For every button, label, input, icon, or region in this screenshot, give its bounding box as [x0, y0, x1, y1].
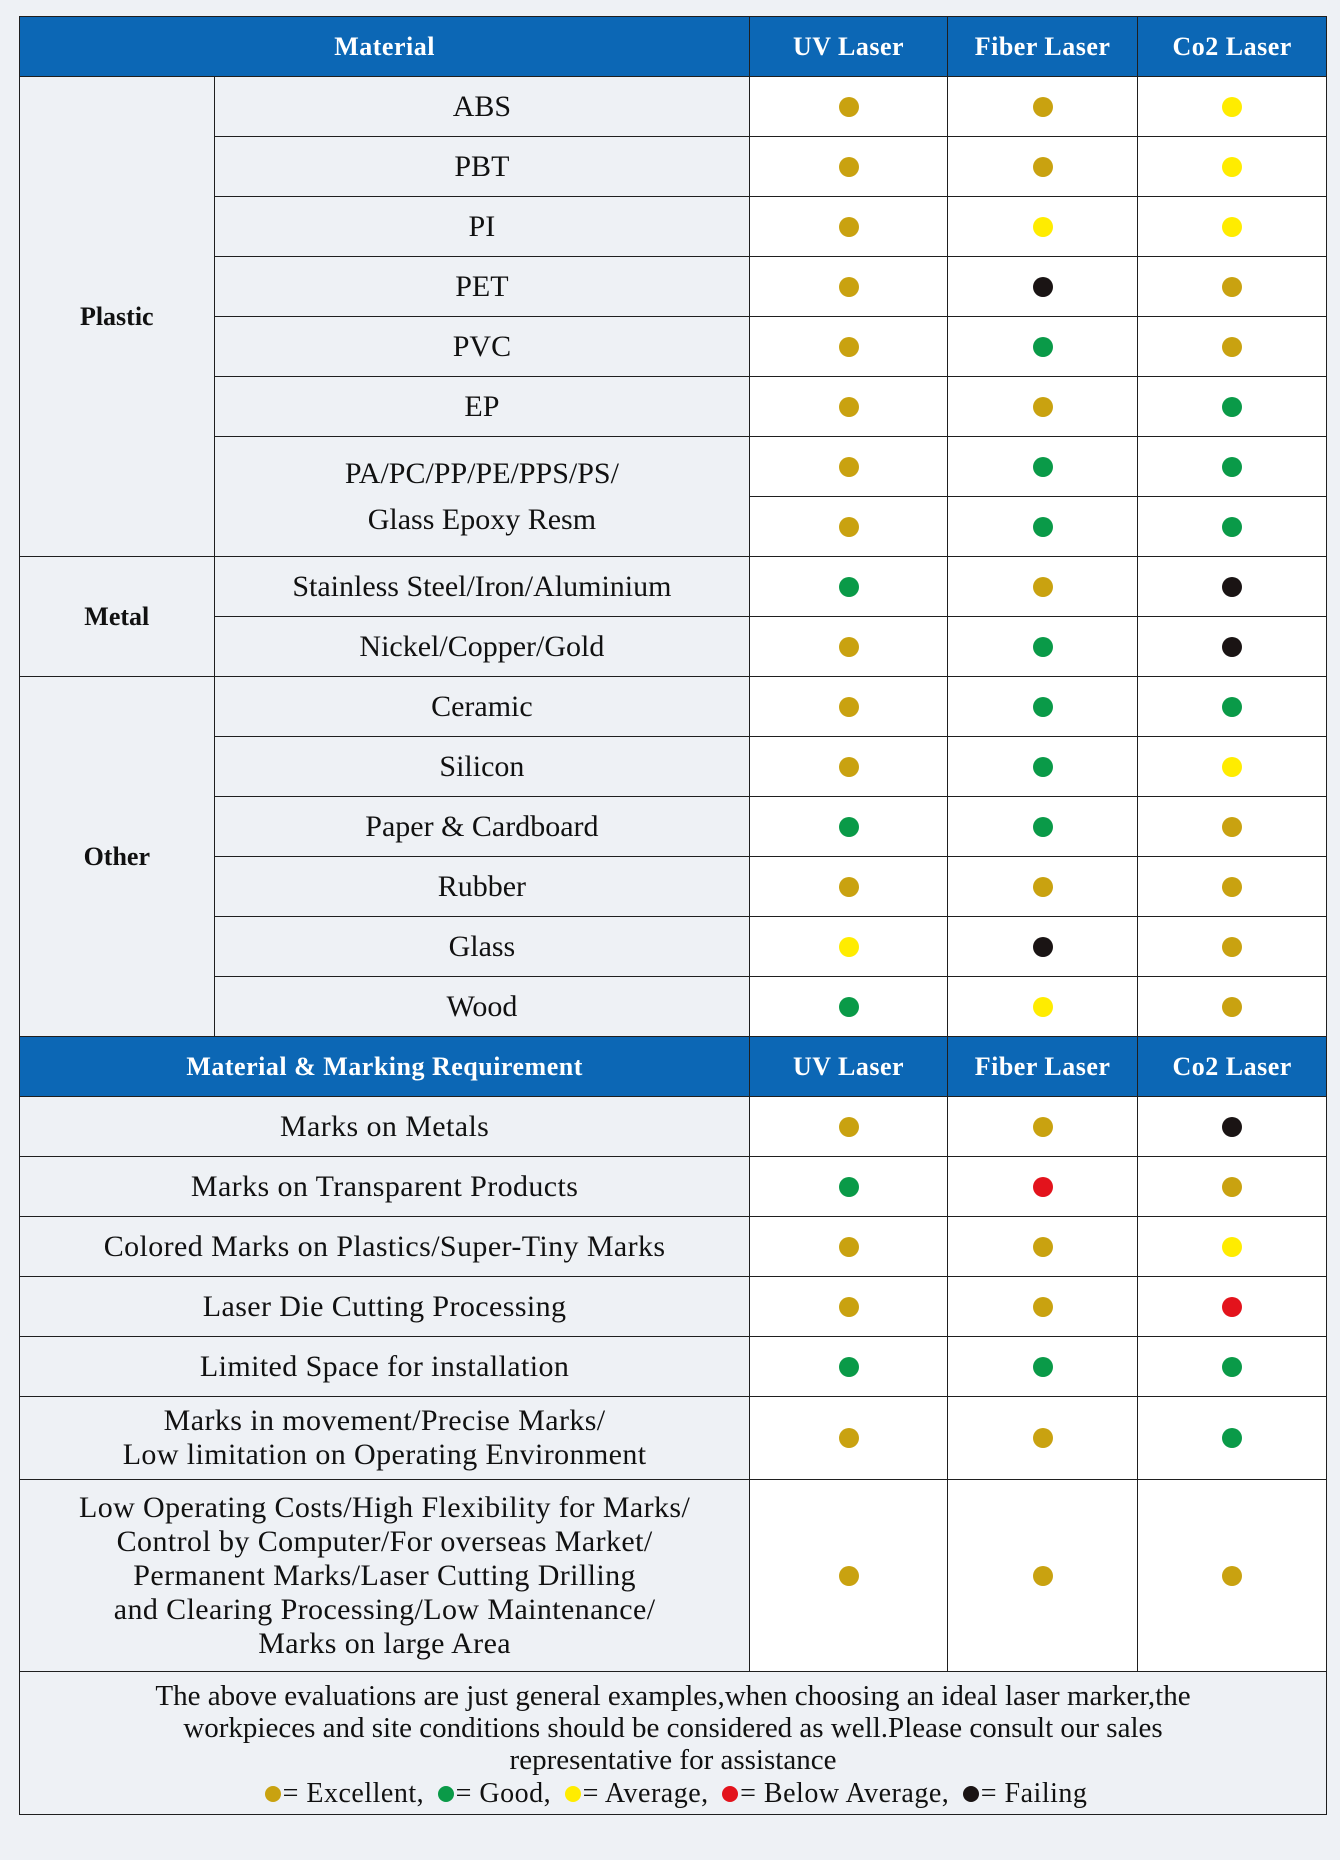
excellent-dot-icon — [1033, 1237, 1053, 1257]
excellent-dot-icon — [1222, 877, 1242, 897]
failing-dot-icon — [963, 1786, 979, 1802]
co2-rating-cell — [1138, 497, 1327, 557]
fiber-rating-cell — [947, 557, 1138, 617]
fiber-rating-cell — [947, 797, 1138, 857]
excellent-dot-icon — [839, 1566, 859, 1586]
excellent-dot-icon — [839, 1117, 859, 1137]
uv-rating-cell — [750, 77, 948, 137]
material-name: Stainless Steel/Iron/Aluminium — [214, 557, 750, 617]
note-line-3: representative for assistance — [509, 1744, 837, 1776]
legend-average: = Average, — [582, 1778, 709, 1809]
co2-rating-cell — [1138, 437, 1327, 497]
requirement-text — [20, 1217, 750, 1277]
co2-rating-cell — [1138, 1480, 1327, 1672]
good-dot-icon — [1222, 1428, 1242, 1448]
uv-rating-cell — [750, 257, 948, 317]
requirement-line: Marks in movement/Precise Marks/ — [163, 1404, 606, 1437]
good-dot-icon — [839, 577, 859, 597]
fiber-rating-cell — [947, 1277, 1138, 1337]
good-dot-icon — [1033, 1357, 1053, 1377]
excellent-dot-icon — [1222, 817, 1242, 837]
co2-rating-cell — [1138, 317, 1327, 377]
fiber-rating-cell — [947, 497, 1138, 557]
material-name: PVC — [214, 317, 750, 377]
average-dot-icon — [1222, 97, 1242, 117]
good-dot-icon — [839, 1357, 859, 1377]
fiber-rating-cell — [947, 977, 1138, 1037]
average-dot-icon — [839, 937, 859, 957]
fiber-rating-cell — [947, 617, 1138, 677]
good-dot-icon — [1033, 697, 1053, 717]
uv-rating-cell — [750, 197, 948, 257]
requirement-line: Marks on Transparent Products — [190, 1169, 579, 1203]
fiber-rating-cell — [947, 377, 1138, 437]
uv-rating-cell — [750, 977, 948, 1037]
material-name — [214, 437, 750, 557]
material-name-line: PA/PC/PP/PE/PPS/PS/ — [344, 456, 619, 490]
co2-rating-cell — [1138, 1277, 1327, 1337]
co2-rating-cell — [1138, 557, 1327, 617]
uv-rating-cell — [750, 737, 948, 797]
fiber-rating-cell — [947, 857, 1138, 917]
excellent-dot-icon — [839, 277, 859, 297]
excellent-dot-icon — [839, 1297, 859, 1317]
fiber-rating-cell — [947, 1397, 1138, 1480]
co2-rating-cell — [1138, 137, 1327, 197]
excellent-dot-icon — [1033, 577, 1053, 597]
average-dot-icon — [1033, 217, 1053, 237]
excellent-dot-icon — [839, 397, 859, 417]
requirement-header-row — [20, 1037, 1327, 1097]
excellent-dot-icon — [839, 157, 859, 177]
table-row — [20, 677, 1327, 737]
comparison-sheet — [19, 16, 1327, 1849]
note-line-2: workpieces and site conditions should be considered as well.Please consult our sales — [183, 1712, 1163, 1744]
excellent-dot-icon — [1222, 1177, 1242, 1197]
excellent-dot-icon — [1033, 397, 1053, 417]
excellent-dot-icon — [1033, 157, 1053, 177]
fiber-rating-cell — [947, 437, 1138, 497]
header-co2-laser: Co2 Laser — [1138, 17, 1327, 77]
co2-rating-cell — [1138, 257, 1327, 317]
note-line-1: The above evaluations are just general examples,when choosing an ideal laser marker,the — [155, 1680, 1191, 1712]
table-row — [20, 977, 1327, 1037]
uv-rating-cell — [750, 797, 948, 857]
table-row — [20, 377, 1327, 437]
table-row — [20, 317, 1327, 377]
co2-rating-cell — [1138, 737, 1327, 797]
failing-dot-icon — [1222, 637, 1242, 657]
table-row — [20, 77, 1327, 137]
excellent-dot-icon — [1033, 1428, 1053, 1448]
good-dot-icon — [438, 1786, 454, 1802]
excellent-dot-icon — [839, 457, 859, 477]
uv-rating-cell — [750, 1217, 948, 1277]
table-row — [20, 437, 1327, 497]
material-name: Wood — [214, 977, 750, 1037]
material-name-line: Glass Epoxy Resm — [367, 502, 597, 536]
legend-below-average: = Below Average, — [740, 1778, 950, 1809]
good-dot-icon — [839, 1177, 859, 1197]
requirement-line: Permanent Marks/Laser Cutting Drilling — [133, 1558, 636, 1592]
material-name: PI — [214, 197, 750, 257]
fiber-rating-cell — [947, 257, 1138, 317]
excellent-dot-icon — [1222, 997, 1242, 1017]
good-dot-icon — [1222, 457, 1242, 477]
good-dot-icon — [1033, 457, 1053, 477]
excellent-dot-icon — [839, 1428, 859, 1448]
header-fiber-laser-2: Fiber Laser — [947, 1037, 1138, 1097]
excellent-dot-icon — [1033, 97, 1053, 117]
excellent-dot-icon — [1222, 337, 1242, 357]
good-dot-icon — [839, 997, 859, 1017]
excellent-dot-icon — [839, 877, 859, 897]
fiber-rating-cell — [947, 1157, 1138, 1217]
table-row — [20, 1157, 1327, 1217]
table-row — [20, 1217, 1327, 1277]
good-dot-icon — [1222, 517, 1242, 537]
average-dot-icon — [565, 1786, 581, 1802]
fiber-rating-cell — [947, 1217, 1138, 1277]
co2-rating-cell — [1138, 1097, 1327, 1157]
uv-rating-cell — [750, 1397, 948, 1480]
co2-rating-cell — [1138, 917, 1327, 977]
table-row — [20, 197, 1327, 257]
header-uv-laser: UV Laser — [750, 17, 948, 77]
category-metal: Metal — [20, 557, 215, 677]
uv-rating-cell — [750, 137, 948, 197]
header-co2-laser-2: Co2 Laser — [1138, 1037, 1327, 1097]
excellent-dot-icon — [1222, 1566, 1242, 1586]
material-name: Glass — [214, 917, 750, 977]
failing-dot-icon — [1033, 277, 1053, 297]
good-dot-icon — [1222, 1357, 1242, 1377]
requirement-line: Marks on Metals — [279, 1109, 490, 1143]
average-dot-icon — [1222, 217, 1242, 237]
material-name: PBT — [214, 137, 750, 197]
good-dot-icon — [1222, 397, 1242, 417]
good-dot-icon — [1033, 337, 1053, 357]
legend-failing: = Failing — [980, 1778, 1088, 1809]
good-dot-icon — [1033, 637, 1053, 657]
failing-dot-icon — [1222, 577, 1242, 597]
failing-dot-icon — [1222, 1117, 1242, 1137]
co2-rating-cell — [1138, 377, 1327, 437]
uv-rating-cell — [750, 1480, 948, 1672]
requirement-line: Laser Die Cutting Processing — [202, 1289, 567, 1323]
fiber-rating-cell — [947, 1480, 1138, 1672]
co2-rating-cell — [1138, 617, 1327, 677]
excellent-dot-icon — [1222, 937, 1242, 957]
table-row — [20, 1337, 1327, 1397]
material-name: ABS — [214, 77, 750, 137]
excellent-dot-icon — [839, 757, 859, 777]
rating-legend — [40, 1778, 1306, 1810]
legend-excellent: = Excellent, — [282, 1778, 425, 1809]
excellent-dot-icon — [839, 337, 859, 357]
requirement-line: Marks on large Area — [258, 1626, 512, 1660]
requirement-text — [20, 1397, 750, 1480]
average-dot-icon — [1222, 757, 1242, 777]
average-dot-icon — [1033, 997, 1053, 1017]
excellent-dot-icon — [1033, 1566, 1053, 1586]
co2-rating-cell — [1138, 677, 1327, 737]
material-name: Rubber — [214, 857, 750, 917]
header-fiber-laser: Fiber Laser — [947, 17, 1138, 77]
category-other: Other — [20, 677, 215, 1037]
material-rows — [20, 77, 1327, 1037]
uv-rating-cell — [750, 497, 948, 557]
uv-rating-cell — [750, 617, 948, 677]
uv-rating-cell — [750, 1097, 948, 1157]
fiber-rating-cell — [947, 137, 1138, 197]
uv-rating-cell — [750, 677, 948, 737]
fiber-rating-cell — [947, 917, 1138, 977]
table-row — [20, 1397, 1327, 1480]
good-dot-icon — [1033, 757, 1053, 777]
fiber-rating-cell — [947, 77, 1138, 137]
good-dot-icon — [1033, 517, 1053, 537]
footer-note — [19, 1672, 1327, 1815]
excellent-dot-icon — [839, 217, 859, 237]
material-name: Silicon — [214, 737, 750, 797]
table-row — [20, 137, 1327, 197]
requirement-text — [20, 1157, 750, 1217]
good-dot-icon — [1222, 697, 1242, 717]
table-row — [20, 737, 1327, 797]
co2-rating-cell — [1138, 1337, 1327, 1397]
uv-rating-cell — [750, 857, 948, 917]
requirement-text — [20, 1097, 750, 1157]
uv-rating-cell — [750, 437, 948, 497]
failing-dot-icon — [1033, 937, 1053, 957]
excellent-dot-icon — [839, 697, 859, 717]
material-name: Nickel/Copper/Gold — [214, 617, 750, 677]
requirement-line: Limited Space for installation — [199, 1349, 570, 1383]
co2-rating-cell — [1138, 1157, 1327, 1217]
uv-rating-cell — [750, 1157, 948, 1217]
table-row — [20, 1277, 1327, 1337]
header-requirement: Material & Marking Requirement — [20, 1037, 750, 1097]
excellent-dot-icon — [1033, 1117, 1053, 1137]
material-name: PET — [214, 257, 750, 317]
material-name: Ceramic — [214, 677, 750, 737]
below-dot-icon — [1222, 1297, 1242, 1317]
requirement-text — [20, 1337, 750, 1397]
excellent-dot-icon — [1222, 277, 1242, 297]
uv-rating-cell — [750, 1337, 948, 1397]
good-dot-icon — [839, 817, 859, 837]
excellent-dot-icon — [1033, 877, 1053, 897]
category-plastic: Plastic — [20, 77, 215, 557]
co2-rating-cell — [1138, 857, 1327, 917]
excellent-dot-icon — [839, 517, 859, 537]
uv-rating-cell — [750, 377, 948, 437]
co2-rating-cell — [1138, 797, 1327, 857]
excellent-dot-icon — [839, 1237, 859, 1257]
fiber-rating-cell — [947, 677, 1138, 737]
table-row — [20, 1097, 1327, 1157]
table-row — [20, 257, 1327, 317]
co2-rating-cell — [1138, 1217, 1327, 1277]
fiber-rating-cell — [947, 317, 1138, 377]
laser-comparison-table — [19, 16, 1327, 1672]
uv-rating-cell — [750, 1277, 948, 1337]
fiber-rating-cell — [947, 1097, 1138, 1157]
requirement-text — [20, 1480, 750, 1672]
excellent-dot-icon — [839, 97, 859, 117]
uv-rating-cell — [750, 317, 948, 377]
requirement-line: Low Operating Costs/High Flexibility for Marks/ — [78, 1490, 691, 1524]
co2-rating-cell — [1138, 197, 1327, 257]
co2-rating-cell — [1138, 977, 1327, 1037]
material-name: Paper & Cardboard — [214, 797, 750, 857]
co2-rating-cell — [1138, 77, 1327, 137]
average-dot-icon — [1222, 1237, 1242, 1257]
legend-good: = Good, — [455, 1778, 552, 1809]
excellent-dot-icon — [1033, 1297, 1053, 1317]
table-row — [20, 797, 1327, 857]
excellent-dot-icon — [839, 637, 859, 657]
requirement-line: and Clearing Processing/Low Maintenance/ — [113, 1592, 656, 1626]
good-dot-icon — [1033, 817, 1053, 837]
header-uv-laser-2: UV Laser — [750, 1037, 948, 1097]
table-row — [20, 917, 1327, 977]
material-name: EP — [214, 377, 750, 437]
requirement-line: Colored Marks on Plastics/Super-Tiny Marks — [103, 1229, 666, 1263]
fiber-rating-cell — [947, 1337, 1138, 1397]
table-row — [20, 1480, 1327, 1672]
requirement-line: Control by Computer/For overseas Market/ — [116, 1524, 653, 1558]
table-row — [20, 557, 1327, 617]
uv-rating-cell — [750, 917, 948, 977]
header-material: Material — [20, 17, 750, 77]
table-row — [20, 617, 1327, 677]
below-dot-icon — [1033, 1177, 1053, 1197]
below-average-dot-icon — [722, 1786, 738, 1802]
requirement-text — [20, 1277, 750, 1337]
requirement-line: Low limitation on Operating Environment — [122, 1438, 647, 1471]
material-header-row — [20, 17, 1327, 77]
requirement-rows — [20, 1097, 1327, 1672]
fiber-rating-cell — [947, 737, 1138, 797]
table-row — [20, 857, 1327, 917]
fiber-rating-cell — [947, 197, 1138, 257]
co2-rating-cell — [1138, 1397, 1327, 1480]
uv-rating-cell — [750, 557, 948, 617]
excellent-dot-icon — [265, 1786, 281, 1802]
average-dot-icon — [1222, 157, 1242, 177]
